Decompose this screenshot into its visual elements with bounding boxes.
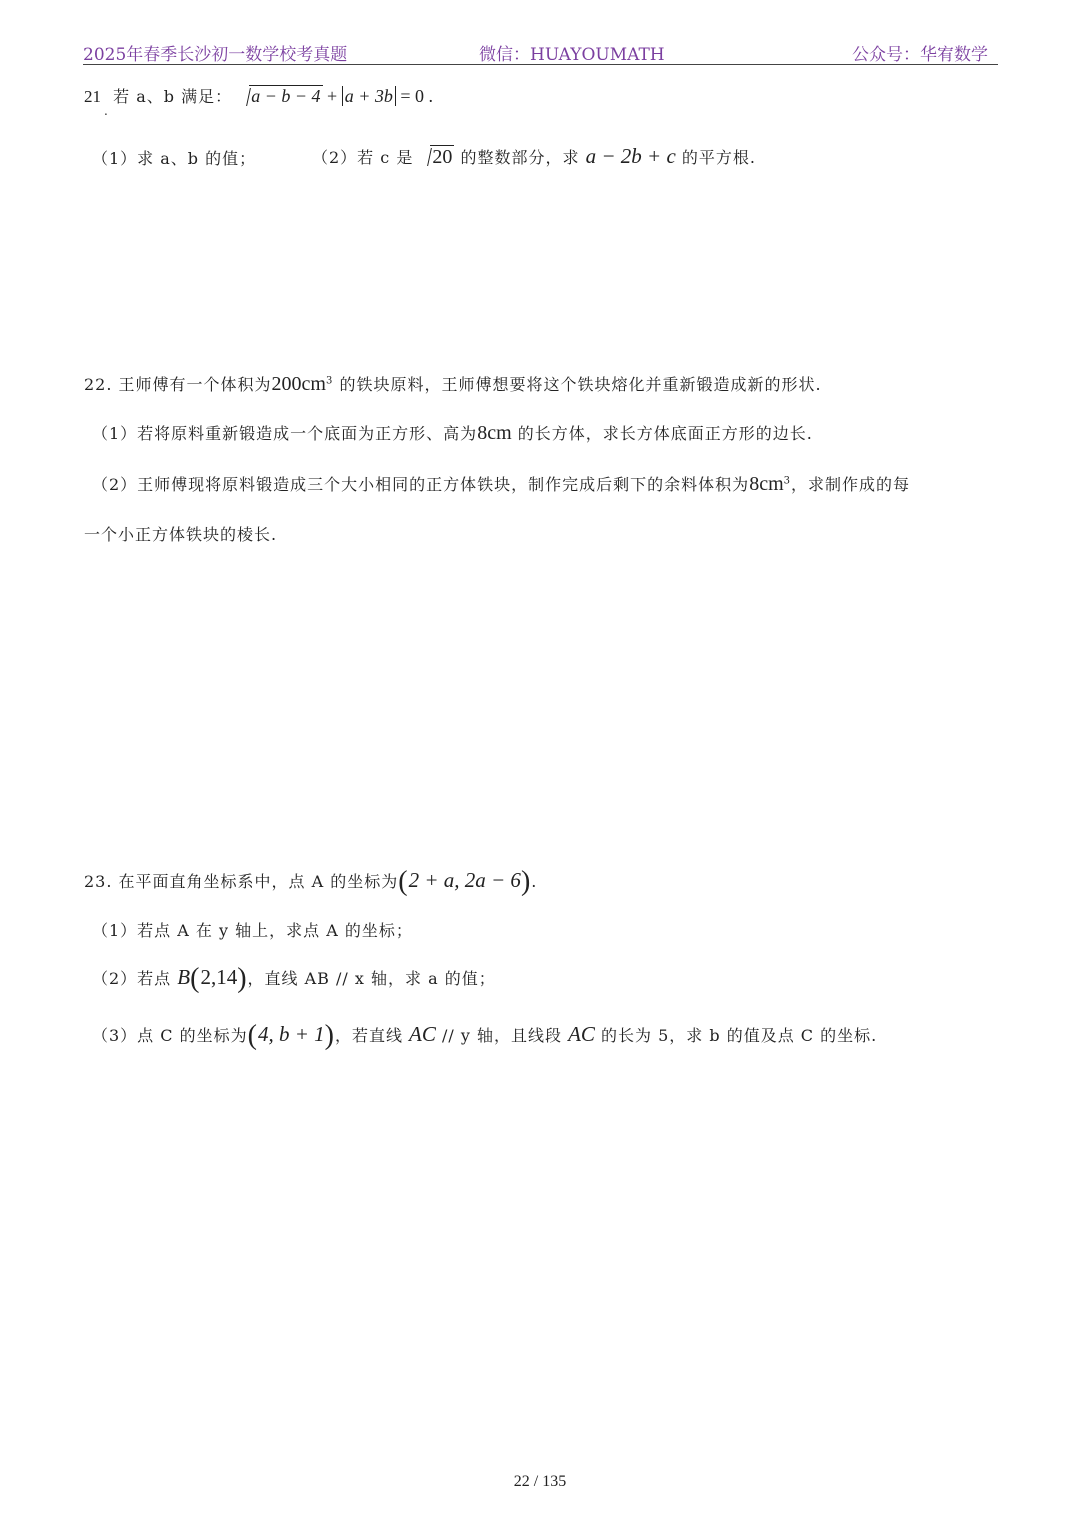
question-23-part-2 xyxy=(92,963,496,995)
question-21-part-2-mid: 的整数部分，求 xyxy=(454,148,580,167)
question-23-intro-prefix: 23. 在平面直角坐标系中，点 A 的坐标为 xyxy=(84,872,399,891)
question-23-part-3-suffix: 的长为 5，求 b 的值及点 C 的坐标. xyxy=(594,1026,878,1045)
question-23-segment-ac: AC xyxy=(568,1022,595,1046)
question-23-part-1 xyxy=(92,918,413,941)
question-23-b-paren-close: ) xyxy=(237,963,248,994)
question-23-part-3 xyxy=(92,1020,877,1052)
question-23-coordinate-a: 2 + a, 2a − 6 xyxy=(408,868,521,892)
question-22-part-1-prefix: （1）若将原料重新锻造成一个底面为正方形、高为 xyxy=(92,424,478,443)
question-21-part-2-prefix: （2）若 c 是 xyxy=(312,148,414,167)
header-exam-title: 2025年春季长沙初一数学校考真题 xyxy=(83,45,348,65)
question-21-part-2 xyxy=(312,144,756,169)
question-21-stem xyxy=(84,84,433,107)
question-21-part-1 xyxy=(92,146,256,169)
question-21-sqrt-20 xyxy=(419,146,454,169)
page-header xyxy=(83,38,998,65)
question-21-radicand-20: 20 xyxy=(432,146,453,168)
question-22-part-2-continued xyxy=(84,522,277,545)
question-21-number: 21 xyxy=(84,87,101,106)
question-21-radicand: a − b − 4 xyxy=(251,86,321,106)
page-number: 22 / 135 xyxy=(513,1473,567,1490)
question-22-part-1 xyxy=(92,421,813,445)
question-22-part-2 xyxy=(92,472,910,496)
question-21-sqrt xyxy=(238,86,322,107)
question-23-part-3-mid-2: // y 轴，且线段 xyxy=(435,1026,562,1045)
question-21-equals: = 0 . xyxy=(395,86,433,106)
question-23-part-3-prefix: （3）点 C 的坐标为 xyxy=(92,1026,248,1045)
question-21-expression: a − 2b + c xyxy=(585,144,676,168)
question-22-height: 8cm xyxy=(477,422,512,444)
question-22-part-2-prefix: （2）王师傅现将原料锻造成三个大小相同的正方体铁块，制作完成后剩下的余料体积为 xyxy=(92,475,750,494)
question-22-part-2-suffix: ，求制作成的每 xyxy=(791,475,911,494)
question-23-part-2-suffix: ，直线 AB // x 轴，求 a 的值； xyxy=(247,969,496,988)
question-23-paren-close: ) xyxy=(520,866,532,897)
question-21-intro: 若 a、b 满足： xyxy=(113,87,233,106)
question-23-part-3-mid: ，若直线 xyxy=(334,1026,403,1045)
question-21-plus: + xyxy=(322,86,342,106)
question-22-remaining-exponent: 3 xyxy=(783,475,791,487)
question-22-part-2-continued-text: 一个小正方体铁块的棱长. xyxy=(84,525,278,544)
question-21-dot: . xyxy=(104,104,108,118)
question-23-coordinate-b: 2,14 xyxy=(200,965,238,989)
question-23-point-b: B xyxy=(177,965,191,989)
question-23-c-paren-open: ( xyxy=(247,1020,258,1051)
question-23-b-paren-open: ( xyxy=(190,963,201,994)
question-22-volume-exponent: 3 xyxy=(325,375,334,387)
question-21-part-2-suffix: 的平方根. xyxy=(675,148,756,167)
question-22-intro-prefix: 22. 王师傅有一个体积为 xyxy=(84,375,272,394)
header-wechat: 微信：HUAYOUMATH xyxy=(479,45,665,65)
question-22-intro-suffix: 的铁块原料，王师傅想要将这个铁块熔化并重新锻造成新的形状. xyxy=(333,375,822,394)
question-23-intro-suffix: . xyxy=(531,872,538,891)
question-21-part-1-text: （1）求 a、b 的值； xyxy=(92,149,257,168)
question-22-part-1-suffix: 的长方体，求长方体底面正方形的边长. xyxy=(511,424,813,443)
header-official-account: 公众号：华宥数学 xyxy=(852,45,988,65)
question-21-abs: a + 3b xyxy=(342,86,396,106)
question-23-stem xyxy=(84,866,537,898)
question-23-part-2-prefix: （2）若点 xyxy=(92,969,172,988)
question-23-paren-open: ( xyxy=(398,866,409,897)
question-22-remaining-volume: 8cm xyxy=(749,473,784,495)
question-22-stem xyxy=(84,372,822,396)
question-23-part-1-text: （1）若点 A 在 y 轴上，求点 A 的坐标； xyxy=(92,921,413,940)
question-22-volume: 200cm xyxy=(271,373,326,395)
question-23-coordinate-c: 4, b + 1 xyxy=(257,1022,325,1046)
question-23-c-paren-close: ) xyxy=(324,1020,335,1051)
question-23-segment-ac-line: AC xyxy=(409,1022,436,1046)
